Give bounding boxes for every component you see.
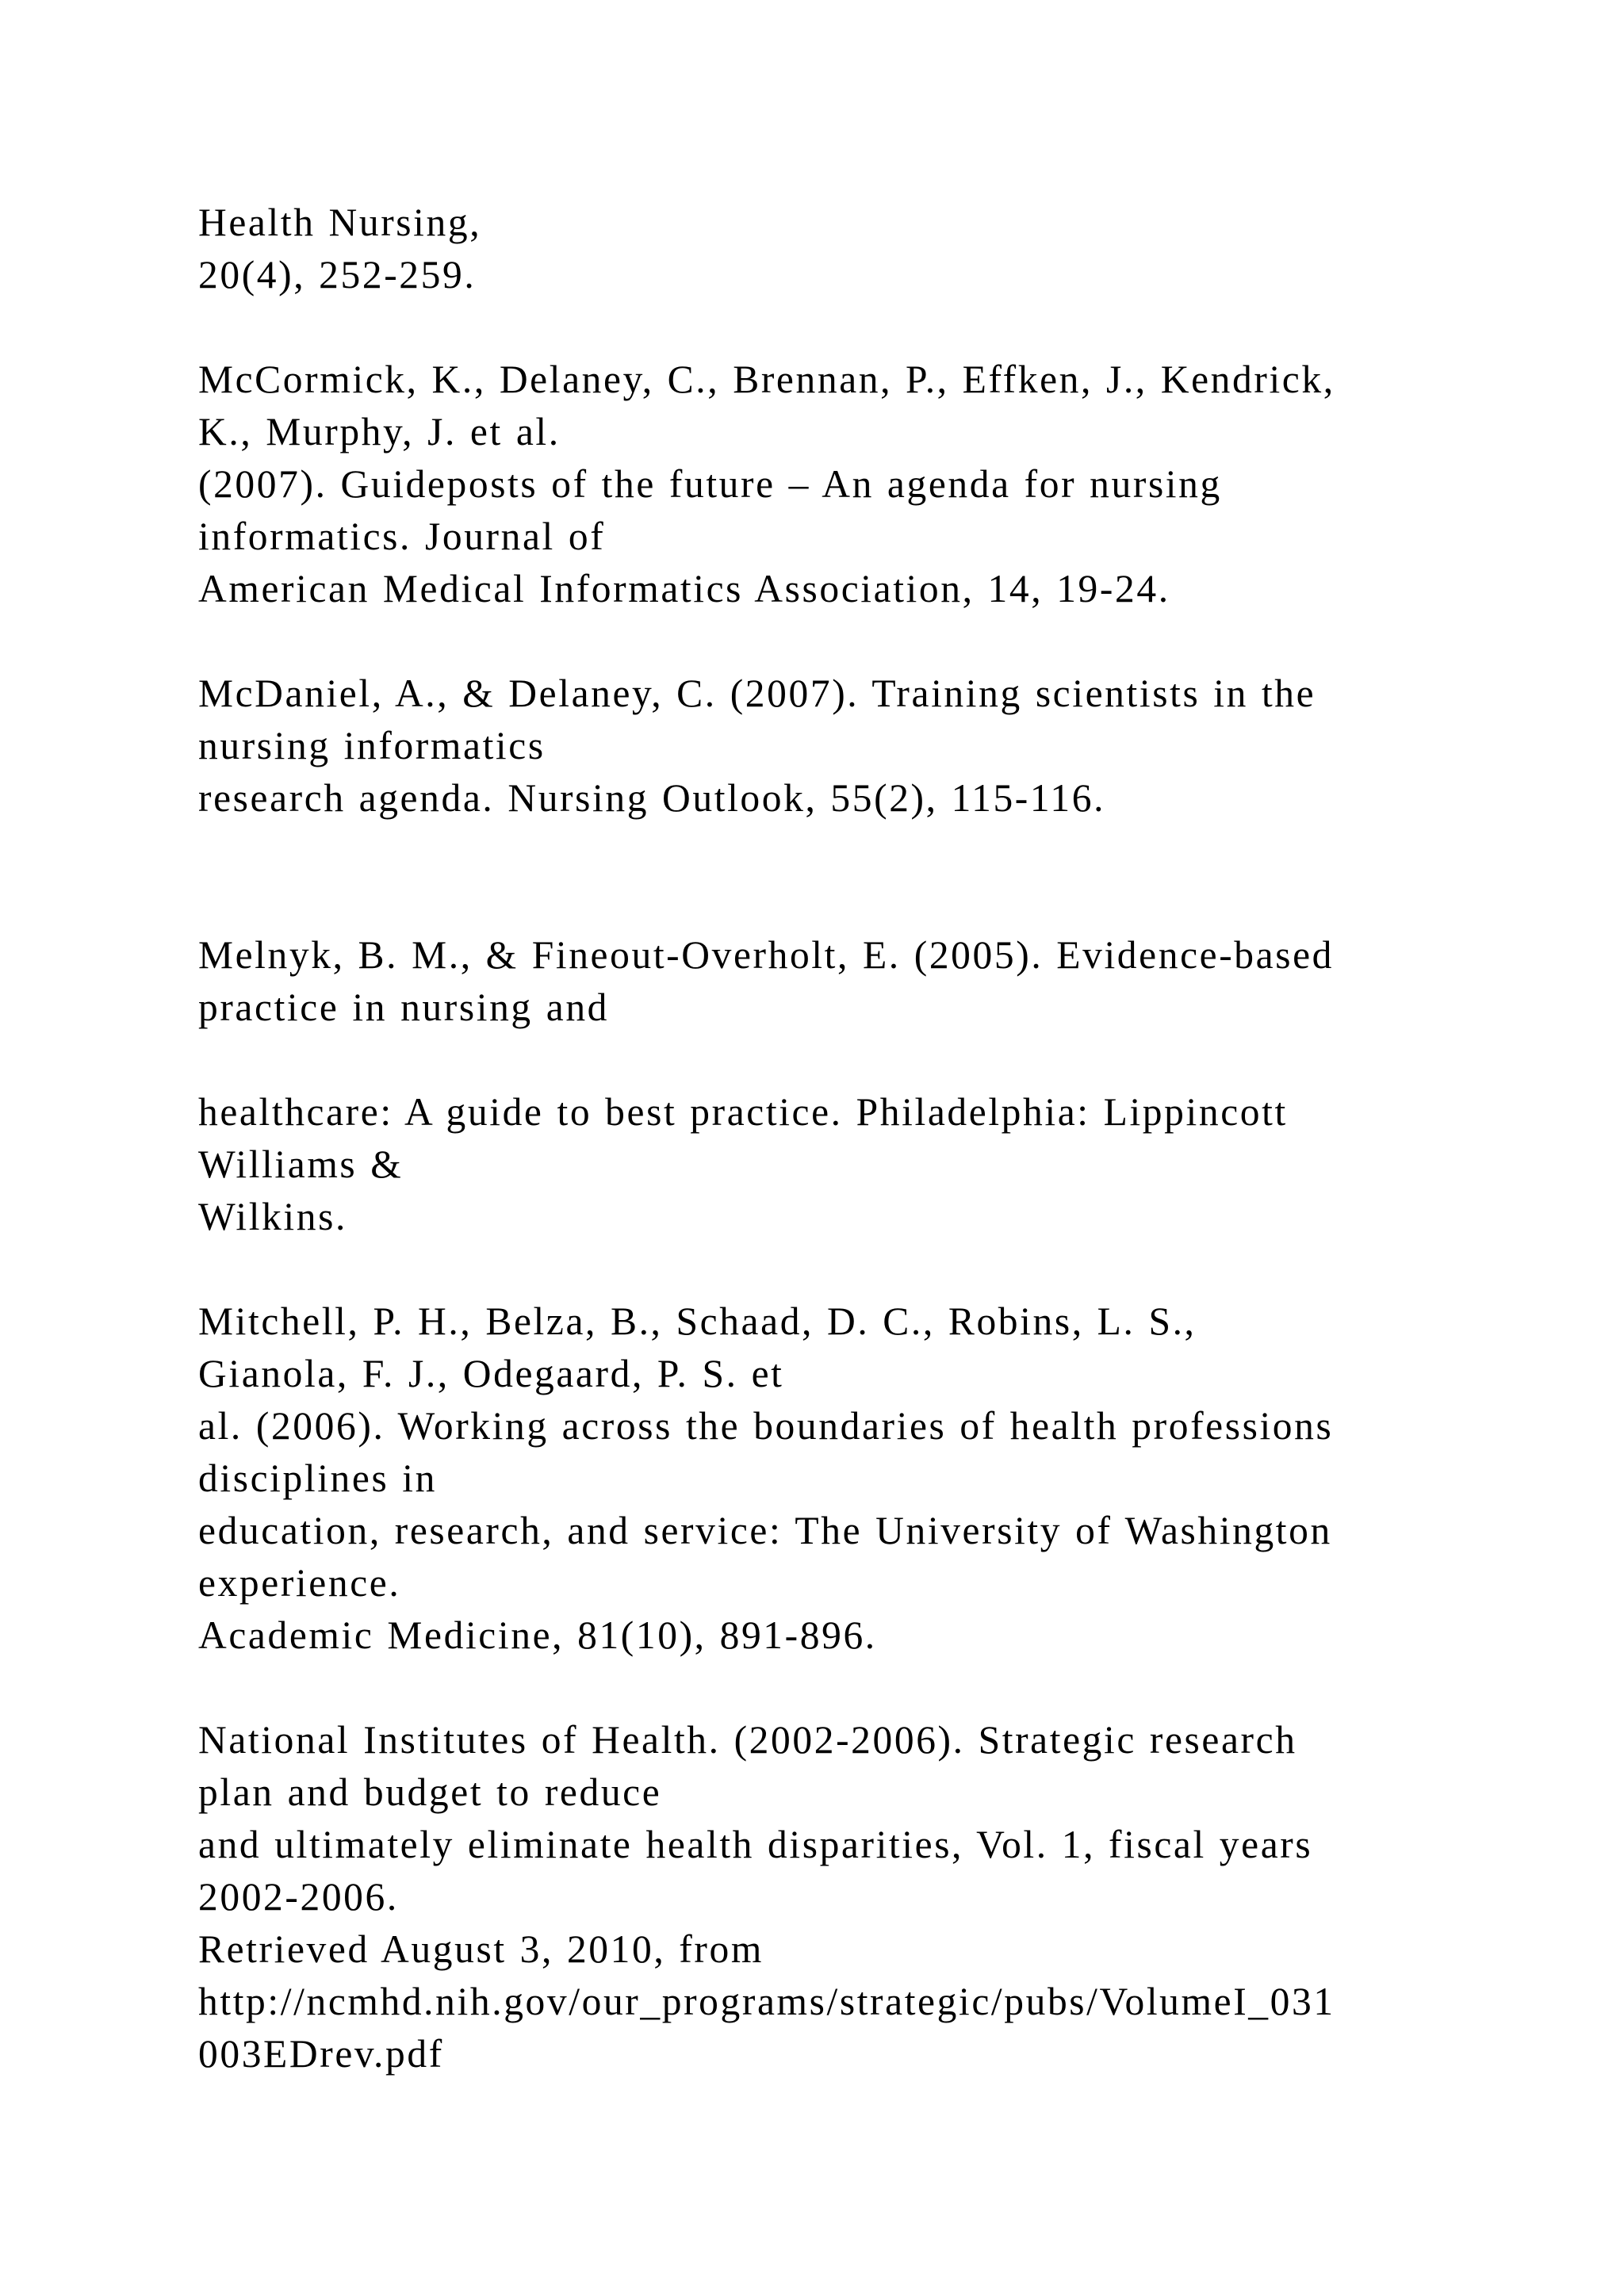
reference-entry	[198, 929, 1546, 1034]
reference-line: Retrieved August 3, 2010, from	[198, 1927, 764, 1971]
reference-line: nursing informatics	[198, 724, 546, 767]
paragraph-gap	[198, 301, 1546, 354]
reference-line: Health Nursing,	[198, 201, 482, 244]
reference-line: education, research, and service: The University of Washington	[198, 1509, 1332, 1552]
reference-line: Williams &	[198, 1142, 404, 1186]
reference-line: 2002-2006.	[198, 1875, 399, 1919]
reference-line: plan and budget to reduce	[198, 1770, 662, 1814]
paragraph-gap	[198, 1662, 1546, 1714]
paragraph-gap	[198, 1034, 1546, 1086]
paragraph-gap	[198, 615, 1546, 668]
reference-line: McDaniel, A., & Delaney, C. (2007). Training scientists in the	[198, 672, 1316, 715]
reference-line: Academic Medicine, 81(10), 891-896.	[198, 1613, 877, 1657]
reference-url: 003EDrev.pdf	[198, 2032, 444, 2076]
reference-line: Melnyk, B. M., & Fineout-Overholt, E. (2005). Evidence-based	[198, 933, 1335, 977]
reference-entry	[198, 1295, 1546, 1662]
reference-line: American Medical Informatics Association, 14, 19-24.	[198, 567, 1170, 610]
reference-line: experience.	[198, 1561, 401, 1605]
reference-entry	[198, 197, 1546, 301]
reference-line: 20(4), 252-259.	[198, 253, 477, 297]
reference-line: McCormick, K., Delaney, C., Brennan, P., Effken, J., Kendrick,	[198, 358, 1335, 401]
reference-line: research agenda. Nursing Outlook, 55(2), 115-116.	[198, 776, 1106, 820]
reference-entry	[198, 354, 1546, 615]
reference-list	[198, 197, 1546, 2080]
reference-line: disciplines in	[198, 1456, 438, 1500]
reference-url: http://ncmhd.nih.gov/our_programs/strategic/pubs/VolumeI_031	[198, 1980, 1335, 2023]
reference-entry	[198, 1086, 1546, 1243]
reference-line: informatics. Journal of	[198, 515, 606, 558]
reference-line: (2007). Guideposts of the future – An agenda for nursing	[198, 462, 1222, 506]
reference-line: Gianola, F. J., Odegaard, P. S. et	[198, 1352, 784, 1395]
reference-line: Mitchell, P. H., Belza, B., Schaad, D. C., Robins, L. S.,	[198, 1299, 1197, 1343]
paragraph-gap	[198, 1243, 1546, 1295]
reference-line: K., Murphy, J. et al.	[198, 410, 561, 453]
paragraph-gap	[198, 825, 1546, 929]
reference-line: Wilkins.	[198, 1195, 347, 1238]
reference-line: practice in nursing and	[198, 985, 610, 1029]
reference-line: al. (2006). Working across the boundaries of health professions	[198, 1404, 1334, 1448]
reference-entry	[198, 668, 1546, 825]
reference-line: National Institutes of Health. (2002-2006). Strategic research	[198, 1718, 1297, 1762]
reference-line: healthcare: A guide to best practice. Philadelphia: Lippincott	[198, 1090, 1288, 1134]
reference-line: and ultimately eliminate health disparities, Vol. 1, fiscal years	[198, 1823, 1313, 1866]
reference-entry	[198, 1714, 1546, 2080]
